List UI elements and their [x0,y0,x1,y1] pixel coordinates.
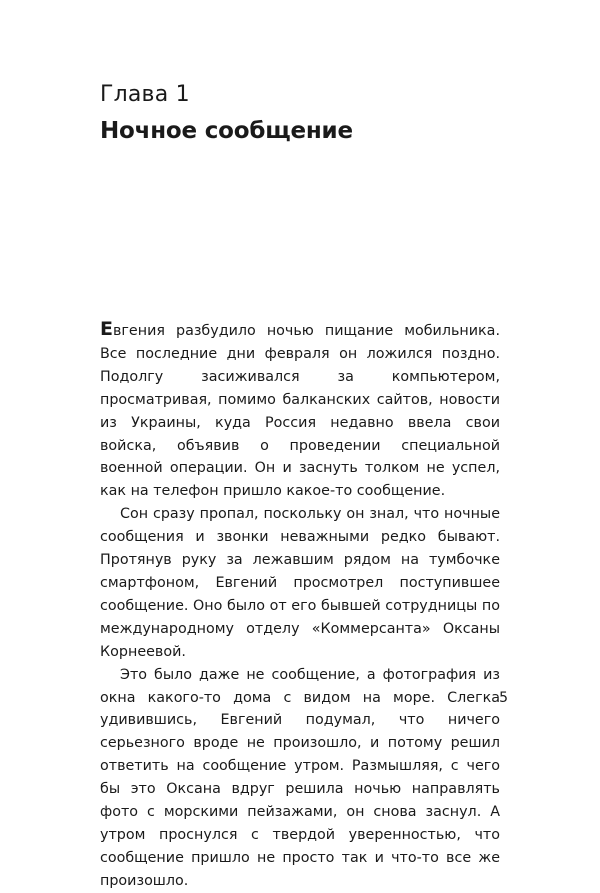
paragraph-2: Сон сразу пропал, поскольку он знал, что ночные сообщения и звонки неважными редко бывают. Протянув руку за лежавшим рядом на тумбочке смартфоном, Евгений просмотрел поступившее сообщение. Оно было от его бывшей сотрудницы по международному отделу «Коммерсанта» Оксаны Корнеевой. [100,506,500,660]
body-text [100,318,500,893]
paragraph-1-text: вгения разбудило ночью пищание мобильника. Все последние дни февраля он ложился поздно. Подолгу засиживался за компьютером, просматривая, помимо балканских сайтов, новости из Украины, куда Россия недавно ввела свои войска, объявив о проведении специальной военной операции. Он и заснуть толком не успел, как на телефон пришло какое-то сообщение. [100,323,500,500]
chapter-label: Глава 1 [100,82,190,107]
paragraph-3: Это было даже не сообщение, а фотография из окна какого-то дома с видом на море. Слегка удивившись, Евгений подумал, что ничего серьезного вроде не произошло, и потому решил ответить на сообщение утром. Размышляя, с чего бы это Оксана вдруг решила ночью направлять фото с морскими пейзажами, он снова заснул. А утром проснулся с твердой уверенностью, что сообщение пришло не просто так и что-то все же произошло. [100,666,500,889]
chapter-title: Ночное сообщение [100,118,353,144]
page-number: 5 [499,690,508,706]
drop-initial: Е [100,318,113,340]
paragraph-1 [100,318,500,503]
